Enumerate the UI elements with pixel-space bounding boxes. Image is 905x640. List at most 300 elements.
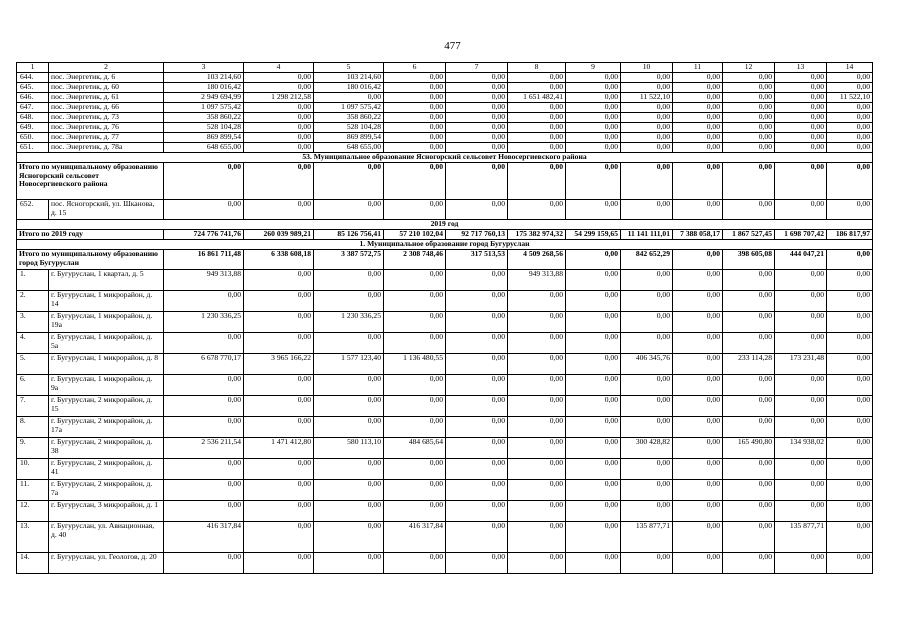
row-value: 173 231,48 [775,354,827,375]
row-value: 0,00 [508,480,566,501]
page-number: 477 [444,40,461,52]
row-value: 0,00 [244,270,314,291]
row-value: 0,00 [621,270,673,291]
row-value: 103 214,60 [314,73,384,83]
row-value: 0,00 [827,438,873,459]
row-value: 0,00 [446,103,508,113]
row-value: 0,00 [775,143,827,153]
row-value: 0,00 [244,553,314,574]
row-value: 0,00 [621,291,673,312]
row-index: 13. [17,522,49,553]
row-value: 0,00 [566,200,621,220]
total-value: 0,00 [566,250,621,270]
table-row [17,438,873,459]
total-value: 0,00 [723,163,775,200]
row-value: 0,00 [673,83,723,93]
row-address: г. Бугуруслан, 1 микрорайон, д. 5а [49,333,164,354]
total-value: 842 652,29 [621,250,673,270]
column-header: 6 [384,63,446,73]
row-value: 0,00 [775,73,827,83]
row-value: 0,00 [723,553,775,574]
row-value: 3 965 166,22 [244,354,314,375]
row-index: 12. [17,501,49,522]
row-value: 0,00 [673,333,723,354]
row-value: 0,00 [827,553,873,574]
row-value: 0,00 [621,501,673,522]
row-value: 0,00 [723,375,775,396]
row-value: 135 877,71 [775,522,827,553]
row-value: 11 522,10 [621,93,673,103]
row-value: 0,00 [827,291,873,312]
total-value: 0,00 [244,163,314,200]
row-value: 0,00 [314,396,384,417]
row-value: 0,00 [673,312,723,333]
row-value: 0,00 [164,553,244,574]
row-value: 0,00 [673,200,723,220]
total-row [17,250,873,270]
row-value: 0,00 [673,375,723,396]
row-value: 0,00 [314,291,384,312]
row-value: 0,00 [723,133,775,143]
row-value: 0,00 [621,133,673,143]
row-index: 647. [17,103,49,113]
row-index: 14. [17,553,49,574]
row-value: 0,00 [508,103,566,113]
total-value: 186 817,97 [827,230,873,240]
row-value: 0,00 [384,375,446,396]
row-index: 645. [17,83,49,93]
row-value: 0,00 [164,333,244,354]
row-value: 0,00 [446,459,508,480]
row-value: 484 685,64 [384,438,446,459]
row-value: 0,00 [566,123,621,133]
row-value: 0,00 [384,417,446,438]
row-value: 648 655,00 [314,143,384,153]
total-value: 85 126 756,41 [314,230,384,240]
row-value: 0,00 [244,501,314,522]
row-value: 0,00 [384,553,446,574]
table-row [17,333,873,354]
total-row [17,163,873,200]
row-address: пос. Энергетик, д. 76 [49,123,164,133]
row-value: 0,00 [566,133,621,143]
row-value: 1 298 212,58 [244,93,314,103]
row-value: 0,00 [673,522,723,553]
row-value: 103 214,60 [164,73,244,83]
row-value: 0,00 [827,354,873,375]
row-address: г. Бугуруслан, 1 микрорайон, д. 9а [49,375,164,396]
row-value: 0,00 [775,83,827,93]
row-value: 0,00 [244,396,314,417]
table-row [17,83,873,93]
row-value: 0,00 [827,133,873,143]
row-value: 0,00 [164,417,244,438]
row-value: 0,00 [775,200,827,220]
row-value: 0,00 [508,291,566,312]
row-value: 0,00 [566,501,621,522]
row-value: 0,00 [827,270,873,291]
row-index: 1. [17,270,49,291]
row-value: 0,00 [775,375,827,396]
row-value: 0,00 [827,103,873,113]
column-header: 7 [446,63,508,73]
row-value: 0,00 [673,133,723,143]
row-value: 0,00 [723,270,775,291]
row-value: 0,00 [723,143,775,153]
row-value: 1 471 412,80 [244,438,314,459]
row-value: 0,00 [673,553,723,574]
total-row [17,230,873,240]
total-value: 0,00 [673,250,723,270]
table-row [17,354,873,375]
total-value: 0,00 [314,163,384,200]
row-value: 0,00 [723,73,775,83]
row-value: 134 938,02 [775,438,827,459]
row-address: г. Бугуруслан, 2 микрорайон, д. 38 [49,438,164,459]
row-value: 0,00 [566,396,621,417]
row-value: 0,00 [673,354,723,375]
row-value: 0,00 [775,417,827,438]
row-value: 165 490,80 [723,438,775,459]
column-header: 4 [244,63,314,73]
total-value: 4 509 268,56 [508,250,566,270]
row-value: 0,00 [775,103,827,113]
row-value: 0,00 [775,501,827,522]
row-value: 1 230 336,25 [314,312,384,333]
row-value: 0,00 [314,375,384,396]
row-value: 0,00 [621,333,673,354]
table-row [17,417,873,438]
total-value: 0,00 [621,163,673,200]
row-address: г. Бугуруслан, 3 микрорайон, д. 1 [49,501,164,522]
row-value: 0,00 [446,133,508,143]
row-value: 949 313,88 [508,270,566,291]
row-value: 0,00 [446,375,508,396]
row-value: 0,00 [446,312,508,333]
row-value: 0,00 [244,123,314,133]
row-address: пос. Энергетик, д. 66 [49,103,164,113]
row-value: 648 655,00 [164,143,244,153]
year-heading [17,220,873,230]
row-value: 0,00 [673,480,723,501]
row-value: 0,00 [827,83,873,93]
row-value: 0,00 [775,291,827,312]
row-value: 0,00 [244,291,314,312]
row-value: 0,00 [164,480,244,501]
row-value: 0,00 [508,73,566,83]
total-value: 0,00 [164,163,244,200]
total-value: 3 387 572,75 [314,250,384,270]
row-value: 0,00 [314,417,384,438]
total-value: 0,00 [827,250,873,270]
table-row [17,103,873,113]
row-value: 0,00 [673,93,723,103]
row-address: пос. Энергетик, д. 78а [49,143,164,153]
row-value: 0,00 [314,522,384,553]
row-value: 0,00 [164,459,244,480]
total-value: 0,00 [673,163,723,200]
row-value: 949 313,88 [164,270,244,291]
row-index: 648. [17,113,49,123]
row-value: 0,00 [164,396,244,417]
table-row [17,143,873,153]
row-value: 0,00 [827,73,873,83]
row-value: 0,00 [508,417,566,438]
section-heading [17,240,873,250]
row-value: 0,00 [723,291,775,312]
table-row [17,133,873,143]
row-value: 0,00 [566,333,621,354]
row-value: 11 522,10 [827,93,873,103]
row-value: 0,00 [446,480,508,501]
row-value: 0,00 [384,133,446,143]
row-value: 0,00 [508,459,566,480]
row-value: 1 577 123,40 [314,354,384,375]
total-value: 1 867 527,45 [723,230,775,240]
row-value: 528 104,28 [164,123,244,133]
row-value: 0,00 [775,93,827,103]
column-header: 2 [49,63,164,73]
row-index: 644. [17,73,49,83]
row-value: 0,00 [244,133,314,143]
total-value: 92 717 760,13 [446,230,508,240]
row-value: 0,00 [723,459,775,480]
row-value: 0,00 [384,501,446,522]
row-value: 0,00 [314,480,384,501]
row-value: 0,00 [508,123,566,133]
row-value: 0,00 [384,480,446,501]
row-value: 406 345,76 [621,354,673,375]
row-value: 0,00 [775,333,827,354]
row-value: 0,00 [244,103,314,113]
row-value: 0,00 [566,73,621,83]
row-value: 0,00 [508,200,566,220]
row-value: 0,00 [508,522,566,553]
row-value: 0,00 [566,291,621,312]
section-heading-title: 53. Муниципальное образование Ясногорский сельсовет Новосергиевского района [17,153,873,163]
row-value: 0,00 [566,522,621,553]
row-value: 0,00 [566,459,621,480]
total-value: 398 605,08 [723,250,775,270]
row-value: 0,00 [446,553,508,574]
row-value: 0,00 [244,312,314,333]
row-value: 0,00 [446,438,508,459]
row-value: 0,00 [446,123,508,133]
total-value: 1 698 707,42 [775,230,827,240]
row-value: 0,00 [384,83,446,93]
row-value: 0,00 [314,333,384,354]
row-index: 4. [17,333,49,354]
row-value: 0,00 [621,459,673,480]
row-value: 0,00 [384,103,446,113]
header-row [17,63,873,73]
row-value: 0,00 [508,501,566,522]
row-value: 0,00 [314,501,384,522]
total-value: 2 308 748,46 [384,250,446,270]
row-address: г. Бугуруслан, 1 микрорайон, д. 8 [49,354,164,375]
row-address: пос. Энергетик, д. 73 [49,113,164,123]
row-value: 0,00 [314,553,384,574]
column-header: 14 [827,63,873,73]
row-value: 0,00 [566,438,621,459]
row-value: 0,00 [723,93,775,103]
column-header: 12 [723,63,775,73]
row-value: 0,00 [508,333,566,354]
row-value: 0,00 [723,501,775,522]
row-address: г. Бугуруслан, 1 микрорайон, д. 19а [49,312,164,333]
row-value: 0,00 [384,291,446,312]
total-value: 0,00 [775,163,827,200]
row-value: 0,00 [566,143,621,153]
row-value: 0,00 [723,200,775,220]
table-row [17,113,873,123]
row-value: 358 860,22 [314,113,384,123]
row-value: 0,00 [446,113,508,123]
row-index: 8. [17,417,49,438]
table-row [17,73,873,83]
row-value: 0,00 [508,375,566,396]
row-value: 0,00 [566,93,621,103]
row-value: 0,00 [446,200,508,220]
row-value: 233 114,28 [723,354,775,375]
total-value: 260 039 989,21 [244,230,314,240]
row-value: 0,00 [827,417,873,438]
row-value: 0,00 [384,459,446,480]
table-row [17,396,873,417]
row-value: 0,00 [621,417,673,438]
row-value: 0,00 [621,553,673,574]
column-header: 8 [508,63,566,73]
row-address: пос. Энергетик, д. 60 [49,83,164,93]
row-value: 869 899,54 [314,133,384,143]
row-address: г. Бугуруслан, 1 микрорайон, д. 14 [49,291,164,312]
row-value: 0,00 [775,113,827,123]
row-value: 0,00 [723,480,775,501]
row-value: 6 678 770,17 [164,354,244,375]
row-value: 0,00 [244,333,314,354]
row-value: 358 860,22 [164,113,244,123]
row-value: 0,00 [775,396,827,417]
row-address: г. Бугуруслан, 1 квартал, д. 5 [49,270,164,291]
table-row [17,200,873,220]
row-value: 0,00 [566,312,621,333]
row-value: 0,00 [508,312,566,333]
row-value: 0,00 [384,333,446,354]
column-header: 5 [314,63,384,73]
row-value: 0,00 [621,143,673,153]
row-index: 7. [17,396,49,417]
row-value: 0,00 [164,200,244,220]
row-value: 0,00 [314,459,384,480]
row-index: 650. [17,133,49,143]
row-index: 649. [17,123,49,133]
column-header: 3 [164,63,244,73]
total-label: Итого по муниципальному образованию город Бугуруслан [17,250,164,270]
row-value: 0,00 [508,354,566,375]
row-index: 9. [17,438,49,459]
row-index: 11. [17,480,49,501]
row-value: 1 230 336,25 [164,312,244,333]
row-value: 0,00 [723,417,775,438]
row-value: 0,00 [723,396,775,417]
row-value: 0,00 [384,270,446,291]
row-value: 0,00 [566,113,621,123]
row-value: 0,00 [723,333,775,354]
table-row [17,312,873,333]
row-value: 0,00 [508,553,566,574]
row-value: 0,00 [446,354,508,375]
row-value: 0,00 [566,375,621,396]
row-value: 0,00 [673,113,723,123]
row-value: 0,00 [244,143,314,153]
row-address: пос. Энергетик, д. 77 [49,133,164,143]
row-address: пос. Ясногорский, ул. Шканова, д. 15 [49,200,164,220]
row-value: 0,00 [723,312,775,333]
row-value: 0,00 [621,312,673,333]
row-value: 0,00 [566,103,621,113]
row-value: 0,00 [446,83,508,93]
row-value: 0,00 [244,200,314,220]
row-value: 0,00 [775,312,827,333]
row-address: г. Бугуруслан, 2 микрорайон, д. 17а [49,417,164,438]
table-row [17,522,873,553]
row-value: 0,00 [775,553,827,574]
row-value: 0,00 [673,73,723,83]
row-value: 0,00 [508,133,566,143]
total-value: 724 776 741,76 [164,230,244,240]
total-value: 0,00 [508,163,566,200]
row-value: 0,00 [775,133,827,143]
row-value: 0,00 [827,375,873,396]
row-address: г. Бугуруслан, ул. Геологов, д. 20 [49,553,164,574]
row-value: 0,00 [508,396,566,417]
row-value: 0,00 [314,270,384,291]
year-heading-title: 2019 год [17,220,873,230]
row-value: 0,00 [446,291,508,312]
row-value: 0,00 [673,438,723,459]
section-heading [17,153,873,163]
table-row [17,375,873,396]
row-value: 0,00 [314,200,384,220]
row-value: 0,00 [827,123,873,133]
row-value: 1 136 480,55 [384,354,446,375]
row-value: 0,00 [673,291,723,312]
row-value: 0,00 [244,417,314,438]
row-value: 0,00 [508,438,566,459]
row-value: 0,00 [673,103,723,113]
row-address: г. Бугуруслан, 2 микрорайон, д. 7а [49,480,164,501]
row-value: 0,00 [384,113,446,123]
row-value: 0,00 [621,396,673,417]
row-value: 0,00 [775,270,827,291]
table-row [17,270,873,291]
row-value: 0,00 [827,522,873,553]
row-value: 0,00 [446,73,508,83]
row-value: 0,00 [621,113,673,123]
total-value: 0,00 [566,163,621,200]
row-value: 0,00 [621,123,673,133]
row-value: 0,00 [827,333,873,354]
row-value: 0,00 [566,83,621,93]
row-value: 2 949 694,99 [164,93,244,103]
row-value: 0,00 [244,113,314,123]
row-value: 0,00 [621,83,673,93]
row-value: 0,00 [827,143,873,153]
row-address: г. Бугуруслан, 2 микрорайон, д. 15 [49,396,164,417]
row-index: 646. [17,93,49,103]
row-value: 300 428,82 [621,438,673,459]
row-value: 0,00 [723,113,775,123]
